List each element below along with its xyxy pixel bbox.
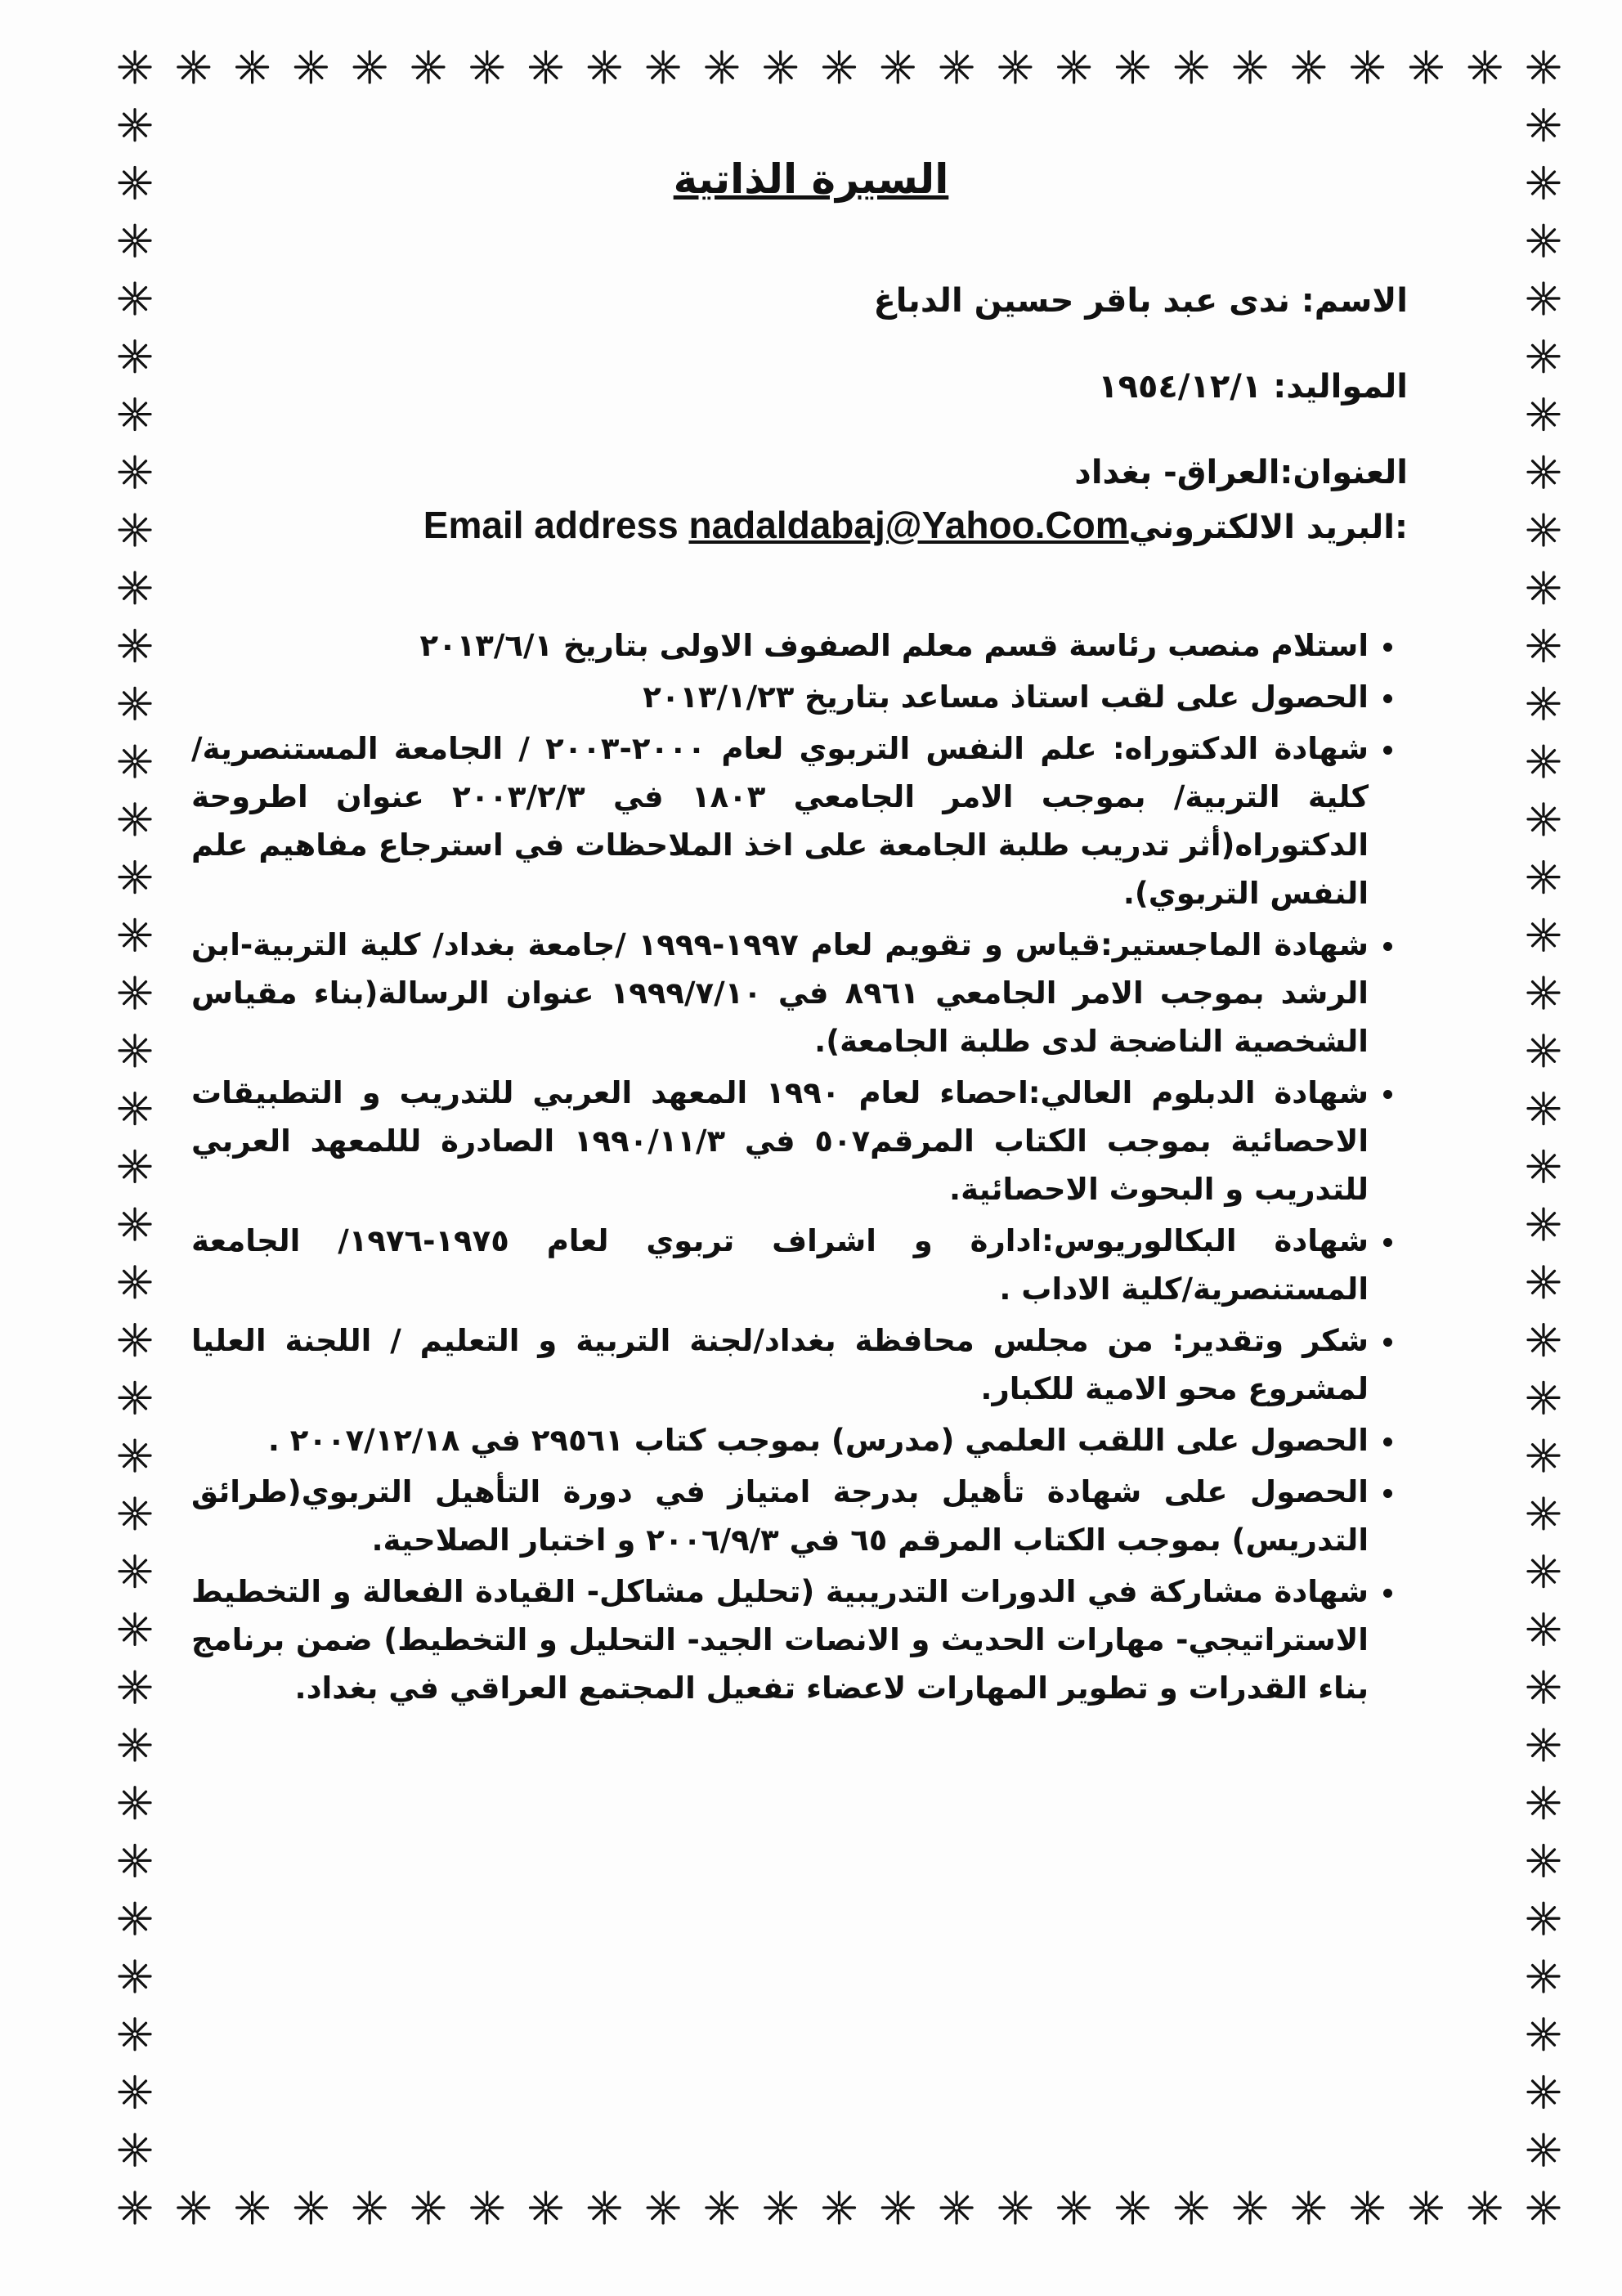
list-item: • استلام منصب رئاسة قسم معلم الصفوف الاولى بتاريخ ٢٠١٣/٦/١ — [191, 621, 1369, 670]
border-star-icon — [472, 52, 503, 83]
border-star-icon — [237, 2192, 268, 2223]
border-star-icon — [1176, 52, 1207, 83]
border-star-icon — [237, 52, 268, 83]
border-star-icon — [178, 52, 209, 83]
border-star-icon — [941, 52, 972, 83]
list-item: • شهادة الدبلوم العالي:احصاء لعام ١٩٩٠ المعهد العربي للتدريب و التطبيقات الاحصائية بموجب الكتاب المرقم٥٠٧ في ١٩٩٠/١١/٣ الصادرة لللمعهد العربي للتدريب و البحوث الاحصائية. — [191, 1069, 1369, 1213]
border-star-icon — [1528, 1150, 1559, 1182]
border-star-icon — [119, 1382, 150, 1413]
border-star-icon — [1469, 52, 1500, 83]
border-star-icon — [295, 2192, 326, 2223]
border-star-icon — [1000, 2192, 1031, 2223]
border-star-icon — [589, 52, 620, 83]
border-star-icon — [941, 2192, 972, 2223]
border-star-icon — [1117, 2192, 1148, 2223]
address-line: العنوان:العراق- بغداد — [1074, 454, 1408, 491]
list-item: • شهادة مشاركة في الدورات التدريبية (تحليل مشاكل- القيادة الفعالة و التخطيط الاستراتيجي- مهارات الحديث و الانصات الجيد- التحليل و التخطيط) ضمن برنامج بناء القدرات و تطوير المهارات لاعضاء تفعيل المجتمع العراقي في بغداد. — [191, 1567, 1369, 1712]
list-item: • الحصول على شهادة تأهيل بدرجة امتياز في دورة التأهيل التربوي(طرائق التدريس) بموجب الكتاب المرقم ٦٥ في ٢٠٠٦/٩/٣ و اختبار الصلاحية. — [191, 1468, 1369, 1564]
border-star-icon — [1528, 2134, 1559, 2165]
border-star-icon — [706, 52, 737, 83]
email-line — [423, 503, 1408, 547]
border-star-icon — [1528, 2019, 1559, 2050]
border-star-icon — [119, 977, 150, 1008]
border-star-icon — [1528, 341, 1559, 372]
border-star-icon — [1528, 919, 1559, 950]
border-star-icon — [119, 572, 150, 603]
border-star-icon — [647, 2192, 679, 2223]
border-star-icon — [119, 2134, 150, 2165]
border-star-icon — [1528, 1325, 1559, 1356]
border-star-icon — [1528, 1671, 1559, 1702]
border-star-icon — [1528, 977, 1559, 1008]
border-star-icon — [765, 2192, 796, 2223]
border-star-icon — [1528, 1961, 1559, 1992]
list-item: • شهادة الدكتوراه: علم النفس التربوي لعام ٢٠٠٠-٢٠٠٣ / الجامعة المستنصرية/كلية التربية/ بموجب الامر الجامعي ١٨٠٣ في ٢٠٠٣/٢/٣ عنوان اطروحة الدكتوراه(أثر تدريب طلبة الجامعة على اخذ الملاحظات في استرجاع مفاهيم علم النفس التربوي). — [191, 724, 1369, 917]
border-star-icon — [1528, 399, 1559, 430]
border-star-icon — [1410, 52, 1441, 83]
border-star-icon — [119, 1556, 150, 1587]
border-star-icon — [119, 1729, 150, 1760]
border-star-icon — [1059, 2192, 1090, 2223]
border-star-icon — [119, 1267, 150, 1298]
name-line: الاسم: ندى عبد باقر حسين الدباغ — [873, 282, 1408, 320]
border-star-icon — [1528, 688, 1559, 719]
border-star-icon — [1528, 52, 1559, 83]
border-star-icon — [1293, 52, 1324, 83]
border-star-icon — [1528, 514, 1559, 545]
birth-line: المواليد: ١٩٥٤/١٢/١ — [1098, 368, 1408, 406]
border-star-icon — [1528, 1209, 1559, 1240]
border-star-icon — [178, 2192, 209, 2223]
border-star-icon — [119, 1440, 150, 1471]
border-star-icon — [1234, 2192, 1266, 2223]
border-star-icon — [295, 52, 326, 83]
border-star-icon — [1528, 1613, 1559, 1644]
border-star-icon — [119, 1787, 150, 1818]
border-star-icon — [119, 1498, 150, 1529]
border-star-icon — [119, 52, 150, 83]
border-star-icon — [1528, 746, 1559, 777]
border-star-icon — [1352, 52, 1383, 83]
border-star-icon — [119, 630, 150, 661]
border-star-icon — [119, 341, 150, 372]
page-title: السيرة الذاتية — [673, 155, 949, 203]
achievements-list — [191, 621, 1408, 1715]
border-star-icon — [354, 52, 385, 83]
border-star-icon — [1059, 52, 1090, 83]
border-star-icon — [413, 52, 444, 83]
list-item: • الحصول على لقب استاذ مساعد بتاريخ ٢٠١٣/١/٢٣ — [191, 673, 1369, 721]
border-star-icon — [1528, 225, 1559, 256]
border-star-icon — [824, 2192, 855, 2223]
border-star-icon — [1528, 1845, 1559, 1876]
border-star-icon — [1293, 2192, 1324, 2223]
border-star-icon — [119, 688, 150, 719]
email-label-en: Email address — [423, 504, 679, 546]
border-star-icon — [119, 283, 150, 314]
list-item: • الحصول على اللقب العلمي (مدرس) بموجب كتاب ٢٩٥٦١ في ٢٠٠٧/١٢/١٨ . — [191, 1416, 1369, 1464]
border-star-icon — [1528, 1556, 1559, 1587]
border-star-icon — [1528, 456, 1559, 487]
border-star-icon — [1528, 110, 1559, 141]
border-star-icon — [119, 862, 150, 893]
border-star-icon — [882, 2192, 913, 2223]
border-star-icon — [882, 52, 913, 83]
border-star-icon — [119, 1150, 150, 1182]
border-star-icon — [765, 52, 796, 83]
border-star-icon — [119, 1325, 150, 1356]
border-star-icon — [119, 2019, 150, 2050]
border-star-icon — [354, 2192, 385, 2223]
border-star-icon — [1234, 52, 1266, 83]
border-star-icon — [647, 52, 679, 83]
border-star-icon — [706, 2192, 737, 2223]
border-star-icon — [119, 456, 150, 487]
border-star-icon — [1528, 1498, 1559, 1529]
email-link[interactable]: nadaldabaj@Yahoo.Com — [688, 504, 1129, 546]
border-star-icon — [119, 1035, 150, 1066]
border-star-icon — [1528, 1903, 1559, 1934]
border-star-icon — [1528, 1729, 1559, 1760]
border-star-icon — [531, 52, 562, 83]
border-star-icon — [119, 1671, 150, 1702]
border-star-icon — [119, 919, 150, 950]
border-star-icon — [472, 2192, 503, 2223]
border-star-icon — [119, 1845, 150, 1876]
list-item: • شكر وتقدير: من مجلس محافظة بغداد/لجنة التربية و التعليم / اللجنة العليا لمشروع محو الامية للكبار. — [191, 1316, 1369, 1413]
border-star-icon — [1176, 2192, 1207, 2223]
border-star-icon — [119, 514, 150, 545]
border-star-icon — [1528, 283, 1559, 314]
border-star-icon — [1528, 2076, 1559, 2107]
border-star-icon — [119, 225, 150, 256]
border-star-icon — [119, 746, 150, 777]
border-star-icon — [119, 1613, 150, 1644]
border-star-icon — [1117, 52, 1148, 83]
border-star-icon — [119, 1961, 150, 1992]
border-star-icon — [1528, 1787, 1559, 1818]
border-star-icon — [1528, 1035, 1559, 1066]
border-star-icon — [1000, 52, 1031, 83]
border-star-icon — [1528, 1382, 1559, 1413]
border-star-icon — [1528, 1093, 1559, 1124]
border-star-icon — [1528, 862, 1559, 893]
border-star-icon — [1352, 2192, 1383, 2223]
border-star-icon — [413, 2192, 444, 2223]
border-star-icon — [824, 52, 855, 83]
list-item: • شهادة البكالوريوس:ادارة و اشراف تربوي لعام ١٩٧٥-١٩٧٦/ الجامعة المستنصرية/كلية الاداب . — [191, 1217, 1369, 1313]
border-star-icon — [119, 2192, 150, 2223]
border-star-icon — [1528, 572, 1559, 603]
border-star-icon — [1528, 630, 1559, 661]
border-star-icon — [119, 804, 150, 835]
border-star-icon — [119, 2076, 150, 2107]
border-star-icon — [119, 110, 150, 141]
email-label-ar: البريد الالكتروني: — [1128, 509, 1408, 546]
border-star-icon — [1410, 2192, 1441, 2223]
border-star-icon — [531, 2192, 562, 2223]
border-star-icon — [1528, 804, 1559, 835]
border-star-icon — [589, 2192, 620, 2223]
border-star-icon — [1528, 2192, 1559, 2223]
border-star-icon — [119, 1209, 150, 1240]
border-star-icon — [119, 1093, 150, 1124]
border-star-icon — [119, 399, 150, 430]
list-item: • شهادة الماجستير:قياس و تقويم لعام ١٩٩٧-١٩٩٩ /جامعة بغداد/ كلية التربية-ابن الرشد بموجب الامر الجامعي ٨٩٦١ في ١٩٩٩/٧/١٠ عنوان الرسالة(بناء مقياس الشخصية الناضجة لدى طلبة الجامعة). — [191, 921, 1369, 1065]
border-star-icon — [1528, 1440, 1559, 1471]
border-star-icon — [1528, 1267, 1559, 1298]
border-star-icon — [1469, 2192, 1500, 2223]
border-star-icon — [119, 1903, 150, 1934]
